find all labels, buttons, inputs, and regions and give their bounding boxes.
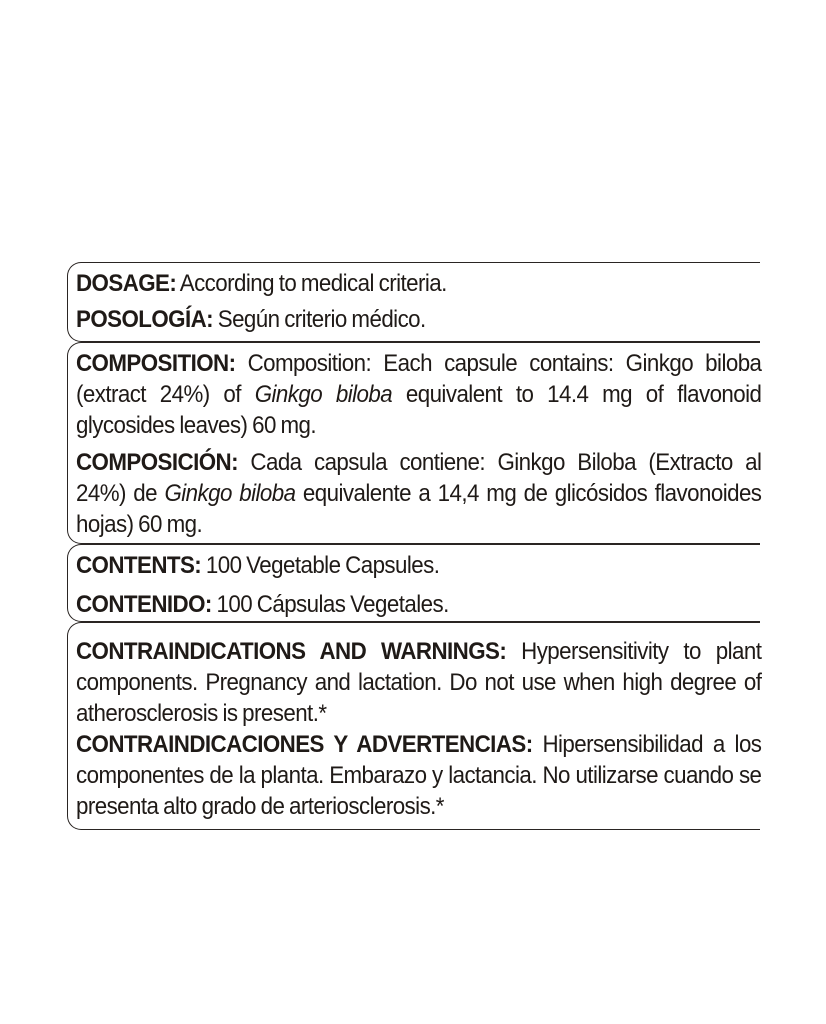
warnings-es-label: CONTRAINDICACIONES Y ADVERTENCIAS: — [76, 731, 533, 758]
composition-en — [76, 348, 761, 441]
dosage-en-text: According to medical criteria. — [176, 270, 447, 297]
dosage-es-label: POSOLOGÍA: — [76, 306, 214, 333]
contents-en-label: CONTENTS: — [76, 552, 202, 579]
dosage-en — [76, 268, 761, 299]
composition-es-text-1: Cada capsula contiene: Ginkgo Biloba (Extracto al 24%) de — [76, 449, 762, 507]
warnings-es-text: Hipersensibilidad a los componentes de la planta. Embarazo y lactancia. No utilizarse cuando se presenta alto grado de arteriosclerosis.* — [76, 731, 762, 820]
dosage-es — [76, 304, 761, 335]
composition-es-label: COMPOSICIÓN: — [76, 449, 238, 476]
warnings-es — [76, 729, 761, 822]
warnings-en-text: Hypersensitivity to plant components. Pregnancy and lactation. Do not use when high degree of atherosclerosis is present.* — [76, 638, 762, 727]
composition-en-label: COMPOSITION: — [76, 350, 236, 377]
composition-es-species: Ginkgo biloba — [164, 480, 296, 507]
composition-section — [67, 342, 760, 544]
contents-en — [76, 550, 761, 581]
supplement-label-panel — [67, 262, 760, 830]
warnings-en — [76, 636, 761, 729]
composition-es — [76, 447, 761, 540]
contents-es — [76, 589, 761, 620]
dosage-es-text: Según criterio médico. — [213, 306, 426, 333]
dosage-section — [67, 262, 760, 342]
contents-es-label: CONTENIDO: — [76, 591, 212, 618]
dosage-en-label: DOSAGE: — [76, 270, 177, 297]
composition-en-text-1: Composition: Each capsule contains: Ginkgo biloba (extract 24%) of — [76, 350, 762, 408]
warnings-en-label: CONTRAINDICATIONS AND WARNINGS: — [76, 638, 507, 665]
contents-section — [67, 544, 760, 622]
warnings-section — [67, 622, 760, 830]
composition-en-species: Ginkgo biloba — [254, 381, 393, 408]
composition-en-text-2: equivalent to 14.4 mg of flavonoid glycosides leaves) 60 mg. — [76, 381, 762, 439]
composition-es-text-2: equivalente a 14,4 mg de glicósidos flavonoides hojas) 60 mg. — [76, 480, 762, 538]
contents-es-text: 100 Cápsulas Vegetales. — [211, 591, 449, 618]
contents-en-text: 100 Vegetable Capsules. — [201, 552, 440, 579]
